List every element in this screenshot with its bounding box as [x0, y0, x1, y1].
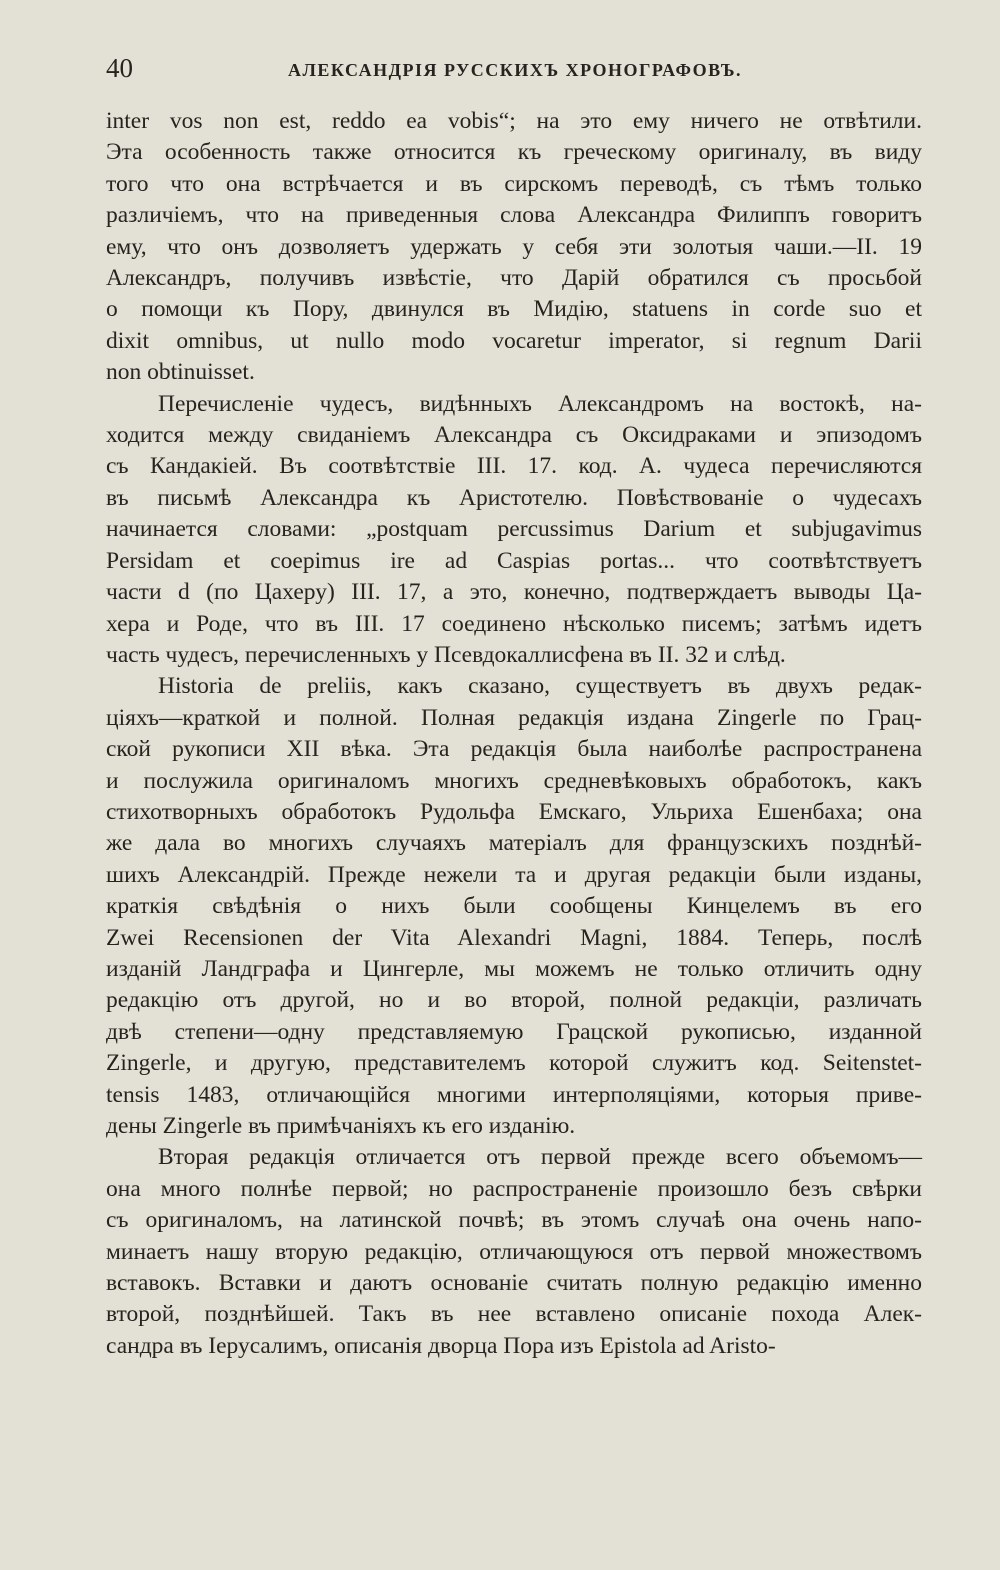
text-line: Zingerle, и другую, представителемъ которой служитъ код. Seitenstet- [106, 1050, 923, 1077]
page-header [106, 50, 924, 86]
text-line: inter vos non est, reddo ea vobis“; на это ему ничего не отвѣтили. [106, 108, 922, 134]
text-line: dixit omnibus, ut nullo modo vocaretur imperator, si regnum Darii [106, 327, 922, 354]
text-line: Перечисленіе чудесъ, видѣнныхъ Александромъ на востокѣ, на- [158, 390, 922, 417]
paragraph-1 [106, 106, 922, 389]
paragraph-4 [106, 1142, 922, 1362]
text-line: минаетъ нашу вторую редакцію, отличающуюся отъ первой множествомъ [106, 1238, 922, 1265]
text-line: ціяхъ—краткой и полной. Полная редакція издана Zingerle по Грац- [106, 704, 922, 731]
text-line: non obtinuisset. [106, 359, 255, 386]
page-number: 40 [106, 53, 133, 83]
text-line: сандра въ Іерусалимъ, описанія дворца Пора изъ Epistola ad Aristo- [106, 1332, 776, 1359]
paragraph-3 [106, 671, 922, 1142]
text-line: дены Zingerle въ примѣчаніяхъ къ его изданію. [106, 1113, 576, 1139]
text-line: начинается словами: „postquam percussimus Darium et subjugavimus [106, 516, 922, 543]
text-line: второй, позднѣйшей. Такъ въ нее вставлено описаніе похода Алек- [106, 1301, 922, 1328]
text-line: вставокъ. Вставки и даютъ основаніе считать полную редакцію именно [106, 1270, 922, 1297]
text-line: она много полнѣе первой; но распространеніе произошло безъ свѣрки [106, 1175, 922, 1202]
text-line: хера и Роде, что въ III. 17 соединено нѣсколько писемъ; затѣмъ идетъ [106, 610, 922, 637]
text-line: съ Кандакіей. Въ соотвѣтствіе III. 17. код. А. чудеса перечисляются [106, 453, 922, 480]
text-line: въ письмѣ Александра къ Аристотелю. Повѣствованіе о чудесахъ [106, 484, 922, 511]
text-line: того что она встрѣчается и въ сирскомъ переводѣ, съ тѣмъ только [106, 170, 922, 197]
text-line: ходится между свиданіемъ Александра съ Оксидраками и эпизодомъ [106, 422, 922, 449]
text-line: Zwei Recensionen der Vita Alexandri Magni, 1884. Теперь, послѣ [106, 924, 922, 951]
body-text [106, 106, 922, 1362]
text-line: Historia de preliis, какъ сказано, существуетъ въ двухъ редак- [158, 673, 922, 700]
text-line: двѣ степени—одну представляемую Грацской рукописью, изданной [106, 1018, 922, 1045]
text-line: стихотворныхъ обработокъ Рудольфа Емскаго, Ульриха Ешенбаха; она [106, 798, 922, 825]
paragraph-2 [106, 389, 922, 672]
text-line: Вторая редакція отличается отъ первой прежде всего объемомъ— [158, 1144, 923, 1171]
text-line: ему, что онъ дозволяетъ удержать у себя эти золотыя чаши.—II. 19 [106, 233, 922, 260]
text-line: и послужила оригиналомъ многихъ средневѣковыхъ обработокъ, какъ [106, 767, 922, 794]
text-line: изданій Ландграфа и Цингерле, мы можемъ не только отличить одну [106, 955, 922, 982]
text-line: о помощи къ Пору, двинулся въ Мидію, statuens in corde suo et [106, 296, 922, 323]
text-line: tensis 1483, отличающійся многими интерполяціями, которыя приве- [106, 1081, 922, 1108]
text-line: ской рукописи XII вѣка. Эта редакція была наиболѣе распространена [106, 736, 922, 763]
text-line: Александръ, получивъ извѣстіе, что Дарій обратился съ просьбой [106, 265, 922, 292]
text-line: краткія свѣдѣнія о нихъ были сообщены Кинцелемъ въ его [106, 893, 923, 920]
text-line: шихъ Александрій. Прежде нежели та и другая редакціи были изданы, [106, 861, 922, 888]
text-line: редакцію отъ другой, но и во второй, полной редакціи, различать [106, 987, 922, 1014]
text-line: съ оригиналомъ, на латинской почвѣ; въ этомъ случаѣ она очень напо- [106, 1207, 922, 1234]
text-line: различіемъ, что на приведенныя слова Александра Филиппъ говоритъ [106, 202, 922, 229]
text-line: часть чудесъ, перечисленныхъ у Псевдокаллисфена въ II. 32 и слѣд. [106, 641, 786, 668]
running-title: АЛЕКСАНДРІЯ РУССКИХЪ ХРОНОГРАФОВЪ. [288, 60, 742, 80]
text-line: части d (по Цахеру) III. 17, а это, конечно, подтверждаетъ выводы Ца- [106, 579, 922, 606]
text-line: Эта особенность также относится къ греческому оригиналу, въ виду [106, 139, 922, 166]
text-line: же дала во многихъ случаяхъ матеріалъ для французскихъ позднѣй- [106, 830, 922, 857]
text-line: Persidam et coepimus ire ad Caspias portas... что соотвѣтствуетъ [106, 547, 922, 574]
